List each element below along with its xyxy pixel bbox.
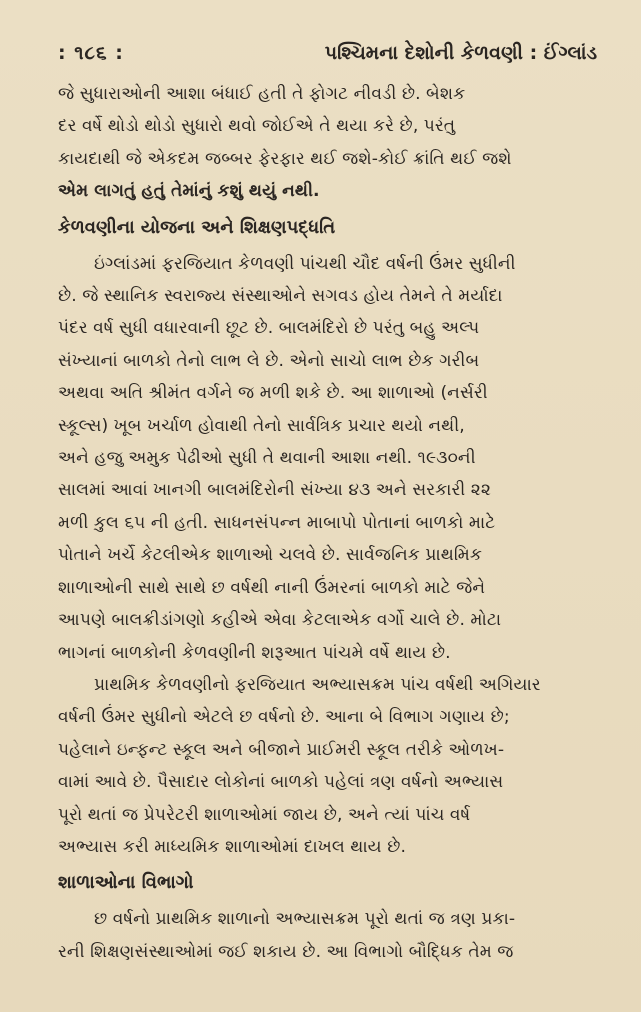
paragraph-line: અને હજુ અમુક પેઢીઓ સુધી તે થવાની આશા નથી. ૧૯૩૦ની [58,448,476,469]
paragraph-line: કાયદાથી જે એકદમ જબ્બર ફેરફાર થઈ જશે-કોઈ ક્રાંતિ થઈ જશે [58,148,512,169]
paragraph-line: અભ્યાસ કરી માધ્યમિક શાળાઓમાં દાખલ થાય છે. [58,836,406,857]
paragraph-line: પહેલાને ઇન્ફન્ટ સ્કૂલ અને બીજાને પ્રાઈમરી સ્કૂલ તરીકે ઓળખ- [58,739,505,760]
paragraph-line: પોતાને ખર્ચે કેટલીએક શાળાઓ ચલવે છે. સાર્વજનિક પ્રાથમિક [58,545,483,566]
paragraph-line: ભાગનાં બાળકોની કેળવણીની શરૂઆત પાંચમે વર્ષે થાય છે. [58,642,451,663]
paragraph-line: સ્કૂલ્સ) ખૂબ ખર્ચાળ હોવાથી તેનો સાર્વત્રિક પ્રચાર થયો નથી, [58,415,465,436]
paragraph-line: દર વર્ષે થોડો થોડો સુધારો થવો જોઈએ તે થયા કરે છે, પરંતુ [58,116,456,137]
paragraph-line: સાલમાં આવાં ખાનગી બાલમંદિરોની સંખ્યા ૪૩ અને સરકારી ૨૨ [58,480,491,501]
paragraph-line: અથવા અતિ શ્રીમંત વર્ગને જ મળી શકે છે. આ શાળાઓ (નર્સરી [58,383,488,404]
section-heading-school-divisions: શાળાઓના વિભાગો [58,872,194,894]
page-number: : ૧૮૬ : [58,42,124,64]
paragraph-2 [58,248,597,669]
paragraph-line: શાળાઓની સાથે સાથે છ વર્ષથી નાની ઉંમરનાં બાળકો માટે જેને [58,577,486,598]
paragraph-line: પ્રાથમિક કેળવણીનો ફરજિયાત અભ્યાસક્રમ પાંચ વર્ષથી અગિયાર [94,674,541,695]
paragraph-4 [58,903,597,968]
paragraph-line: છ વર્ષનો પ્રાથમિક શાળાનો અભ્યાસક્રમ પૂરો થતાં જ ત્રણ પ્રકા- [94,909,516,930]
paragraph-line: પંદર વર્ષ સુધી વધારવાની છૂટ છે. બાલમંદિરો છે પરંતુ બહુ અલ્પ [58,318,480,339]
paragraph-line: પૂરો થતાં જ પ્રેપરેટરી શાળાઓમાં જાય છે, અને ત્યાં પાંચ વર્ષ [58,804,471,825]
paragraph-line: ઇંગ્લાંડમાં ફરજિયાત કેળવણી પાંચથી ચૌદ વર્ષની ઉંમર સુધીની [94,253,516,274]
paragraph-line: મળી કુલ ૬૫ ની હતી. સાધનસંપન્ન માબાપો પોતાનાં બાળકો માટે [58,512,496,533]
running-header [58,42,597,64]
paragraph-1 [58,78,597,208]
section-heading-education-plan: કેળવણીના યોજના અને શિક્ષણપદ્ધતિ [58,216,336,238]
paragraph-line: છે. જે સ્થાનિક સ્વરાજ્ય સંસ્થાઓને સગવડ હોય તેમને તે મર્યાદા [58,286,503,307]
paragraph-3 [58,669,597,863]
paragraph-line: વર્ષની ઉંમર સુધીનો એટલે છ વર્ષનો છે. આના બે વિભાગ ગણાય છે; [58,707,510,728]
paragraph-line: સંખ્યાનાં બાળકો તેનો લાભ લે છે. એનો સાચો લાભ છેક ગરીબ [58,350,480,371]
paragraph-line: રની શિક્ષણસંસ્થાઓમાં જઈ શકાય છે. આ વિભાગો બૌદ્ધિક તેમ જ [58,941,514,962]
paragraph-line: જે સુધારાઓની આશા બંધાઈ હતી તે ફોગટ નીવડી છે. બેશક [58,84,466,104]
running-title: પશ્ચિમના દેશોની કેળવણી : ઈંગ્લાંડ [324,42,597,64]
paragraph-line: આપણે બાલક્રીડાંગણો કહીએ એવા કેટલાએક વર્ગો ચાલે છે. મોટા [58,610,502,631]
paragraph-line: એમ લાગતું હતું તેમાંનું કશું થયું નથી. [58,181,320,202]
paragraph-line: વામાં આવે છે. પૈસાદાર લોકોનાં બાળકો પહેલાં ત્રણ વર્ષનો અભ્યાસ [58,772,504,793]
